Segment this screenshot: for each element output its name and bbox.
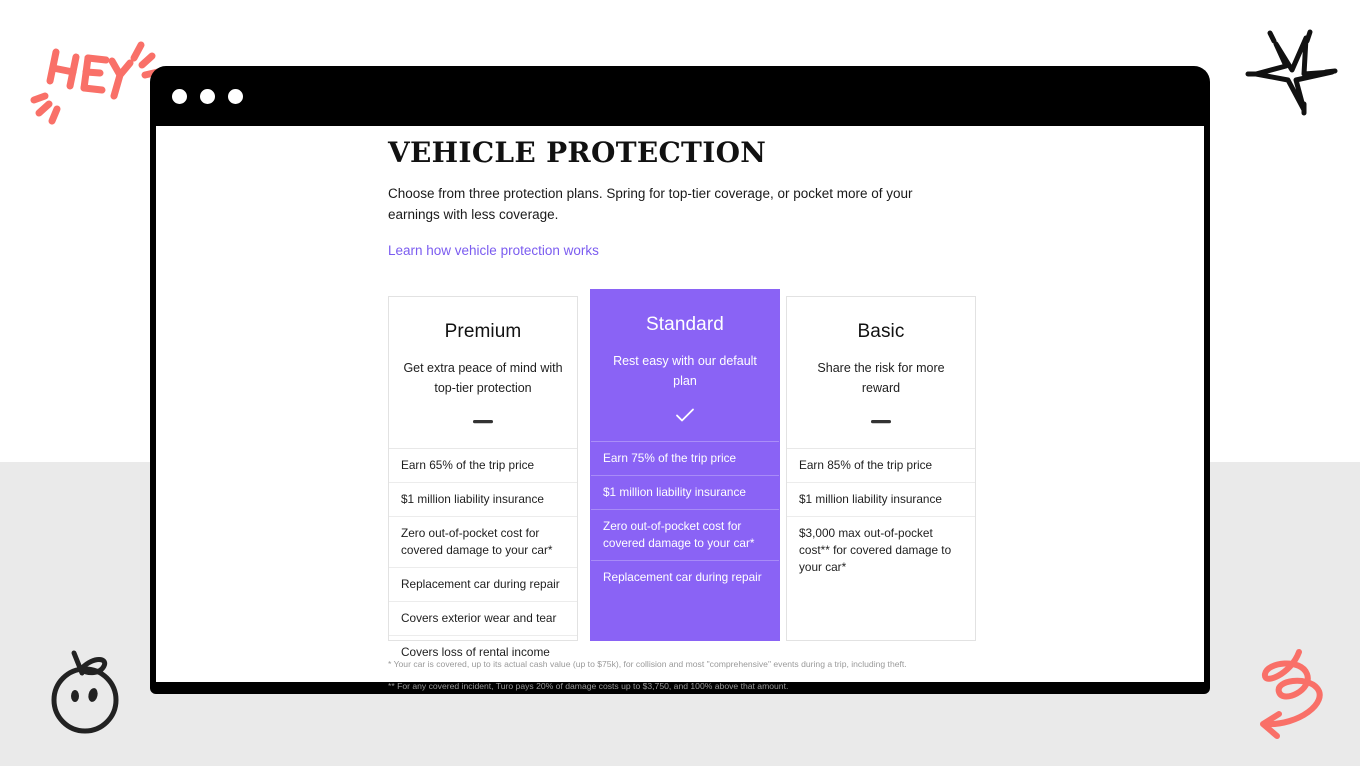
plan-feature-list <box>389 449 577 669</box>
plan-cards-container <box>388 289 978 659</box>
plan-feature-list <box>787 449 975 640</box>
plan-feature-item: Zero out-of-pocket cost for covered damage to your car* <box>591 510 779 561</box>
sparkle-star-doodle <box>1240 18 1350 128</box>
window-close-dot[interactable] <box>172 89 187 104</box>
browser-viewport <box>156 126 1204 691</box>
page-title: VEHICLE PROTECTION <box>388 136 767 169</box>
apple-face-doodle <box>38 638 133 743</box>
plan-header <box>389 297 577 449</box>
plan-indicator-dash <box>801 412 961 432</box>
plan-feature-item: Covers exterior wear and tear <box>389 602 577 636</box>
browser-window <box>150 66 1210 694</box>
hey-doodle <box>18 18 163 133</box>
plan-name: Basic <box>857 320 905 342</box>
plan-tagline: Get extra peace of mind with top-tier protection <box>403 360 563 395</box>
plan-indicator-dash <box>403 412 563 432</box>
plan-header <box>591 290 779 442</box>
plan-feature-item: $1 million liability insurance <box>591 476 779 510</box>
plan-tagline: Rest easy with our default plan <box>613 353 757 388</box>
window-maximize-dot[interactable] <box>228 89 243 104</box>
plan-feature-item: Replacement car during repair <box>389 568 577 602</box>
plan-tagline: Share the risk for more reward <box>817 360 945 395</box>
plan-name: Premium <box>444 320 522 342</box>
window-minimize-dot[interactable] <box>200 89 215 104</box>
plan-feature-list <box>591 442 779 640</box>
plan-header <box>787 297 975 449</box>
plan-feature-item: Earn 85% of the trip price <box>787 449 975 483</box>
plan-card-standard[interactable] <box>590 289 780 641</box>
plan-feature-item: Earn 65% of the trip price <box>389 449 577 483</box>
page-content <box>156 126 1204 694</box>
browser-titlebar <box>150 66 1210 126</box>
plan-feature-item: $3,000 max out-of-pocket cost** for covered damage to your car* <box>799 525 952 574</box>
plan-feature-item: Zero out-of-pocket cost for covered damage to your car* <box>389 517 577 568</box>
page-intro-text: Choose from three protection plans. Spring for top-tier coverage, or pocket more of your earnings with less coverage. <box>388 185 913 222</box>
curly-arrow-doodle <box>1243 648 1353 753</box>
plan-feature-item: $1 million liability insurance <box>389 483 577 517</box>
learn-more-link[interactable]: Learn how vehicle protection works <box>388 242 599 258</box>
plan-feature-item: Earn 75% of the trip price <box>591 442 779 476</box>
plan-indicator-check-icon <box>605 405 765 425</box>
plan-feature-item: $1 million liability insurance <box>787 483 975 517</box>
plan-card-premium[interactable] <box>388 296 578 659</box>
plan-feature-item: Replacement car during repair <box>603 569 762 584</box>
footnote-double-asterisk: ** For any covered incident, Turo pays 20% of damage costs up to $3,750, and 100% above that amount. <box>388 680 789 691</box>
plan-name: Standard <box>646 313 724 335</box>
footnote-single-asterisk: * Your car is covered, up to its actual cash value (up to $75k), for collision and most "comprehensive" events during a trip, including theft. <box>388 658 907 669</box>
plan-feature-item: Covers loss of rental income <box>401 644 550 659</box>
plan-card-basic[interactable] <box>786 296 976 641</box>
